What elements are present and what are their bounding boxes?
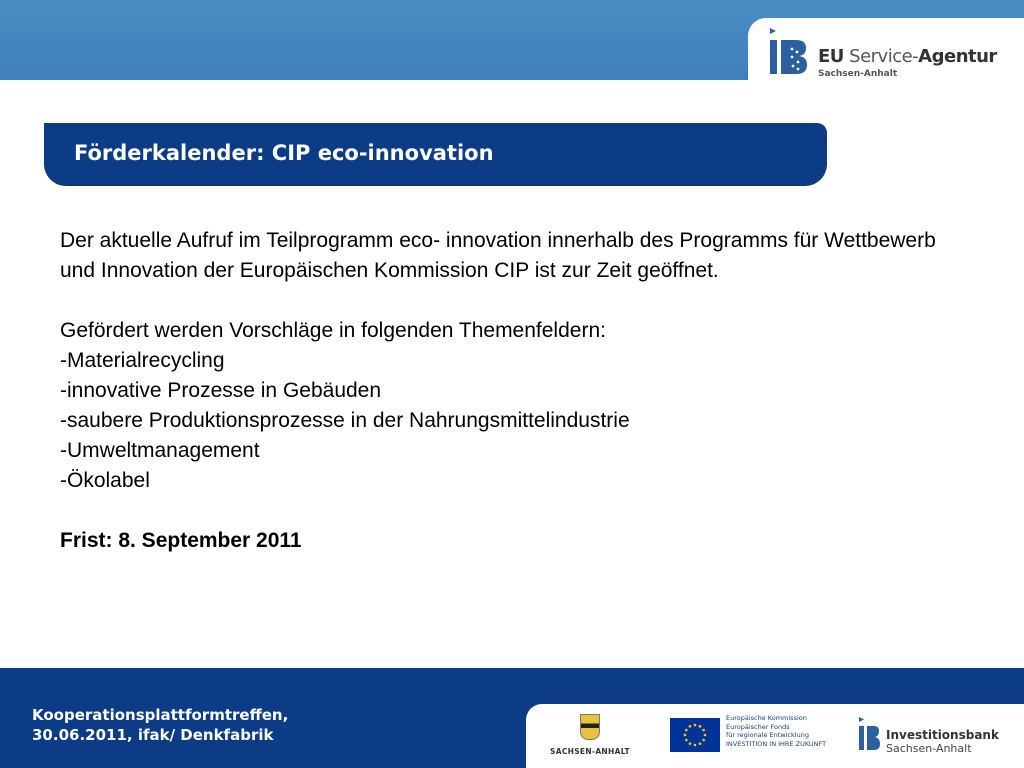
sachsen-anhalt-logo (550, 714, 630, 760)
sachsen-anhalt-label: SACHSEN-ANHALT (550, 747, 630, 756)
coat-of-arms-icon (580, 714, 600, 740)
eu-fund-line: Europäischer Fonds (726, 722, 790, 731)
investitionsbank-logo-icon (858, 716, 880, 752)
topic-item: -saubere Produktionsprozesse in der Nahrungsmittelindustrie (60, 409, 630, 432)
footer-line-2: 30.06.2011, ifak/ Denkfabrik (32, 726, 274, 744)
title-bar (44, 123, 827, 185)
eu-star-icon (699, 742, 702, 745)
page-title: Förderkalender: CIP eco-innovation (74, 141, 494, 165)
eu-star-icon (685, 729, 688, 732)
eu-star-icon (694, 724, 697, 727)
eu-star-icon (702, 739, 705, 742)
eu-fund-line: für regionale Entwicklung (726, 731, 809, 739)
eu-star-icon (685, 739, 688, 742)
eu-star-icon (702, 729, 705, 732)
eu-star-icon (704, 734, 707, 737)
topic-item: -Umweltmanagement (60, 439, 260, 462)
eu-flag-icon (670, 718, 720, 752)
eu-fund-line: Europäische Kommission (726, 714, 807, 722)
investitionsbank-subtitle: Sachsen-Anhalt (886, 742, 972, 755)
footer-line-1: Kooperationsplattformtreffen, (32, 706, 289, 724)
intro-paragraph: Der aktuelle Aufruf im Teilprogramm eco- innovation innerhalb des Programms für Wettbewerb und Innovation der Europäischen Kommission CIP ist zur Zeit geöffnet. (60, 229, 936, 282)
investitionsbank-logo (858, 716, 1018, 760)
eu-star-icon (689, 742, 692, 745)
spacer (60, 496, 940, 526)
topics-intro: Gefördert werden Vorschläge in folgenden Themenfeldern: (60, 319, 606, 342)
footer-event-info (32, 705, 288, 745)
topic-item: -Ökolabel (60, 469, 150, 492)
eu-star-icon (689, 725, 692, 728)
eu-service-agentur-subtitle: Sachsen-Anhalt (818, 69, 898, 79)
eu-fund-text (726, 714, 826, 748)
topic-item: -Materialrecycling (60, 349, 225, 372)
investitionsbank-name: Investitionsbank (886, 728, 999, 742)
eu-star-icon (694, 744, 697, 747)
eu-service-agentur-logo (748, 18, 1024, 80)
slide-content (60, 226, 940, 556)
eu-service-agentur-logo-icon (768, 26, 808, 76)
spacer (60, 286, 940, 316)
eu-star-icon (684, 734, 687, 737)
eu-service-agentur-wordmark: EU Service-Agentur (818, 46, 997, 67)
eu-fund-line: INVESTITION IN IHRE ZUKUNFT (726, 739, 827, 748)
sponsor-logos (526, 704, 1024, 768)
topic-item: -innovative Prozesse in Gebäuden (60, 379, 382, 402)
deadline: Frist: 8. September 2011 (60, 529, 302, 552)
footer-band (0, 668, 1024, 768)
eu-star-icon (699, 725, 702, 728)
